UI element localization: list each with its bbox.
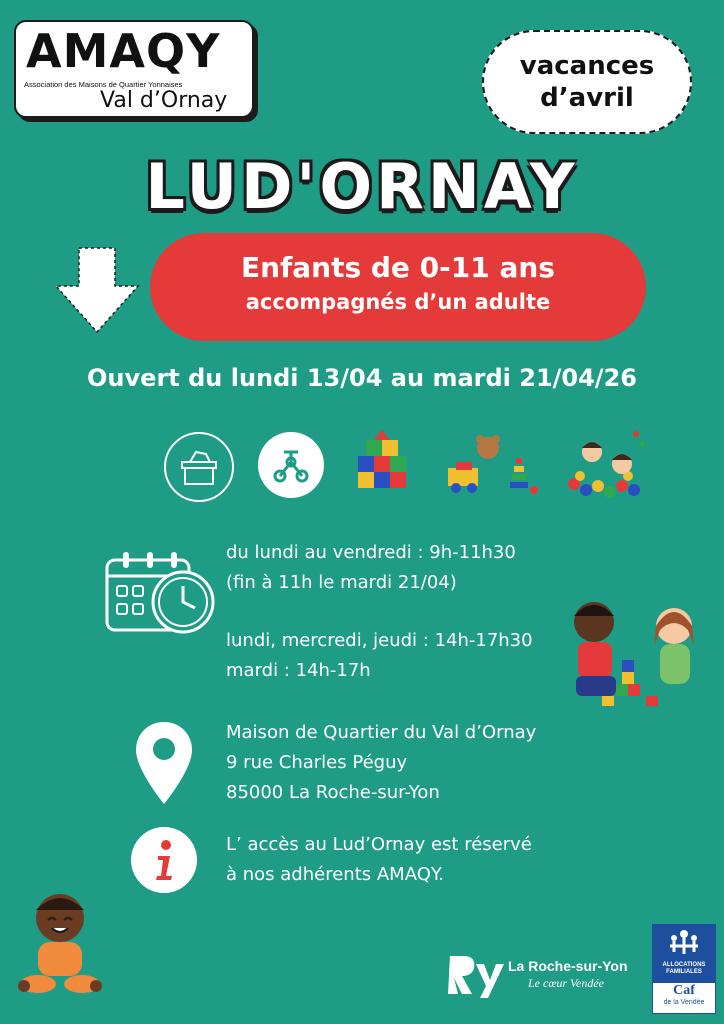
table-icon [164,432,234,502]
building-blocks-icon [352,426,418,498]
city-tagline: Le cœur Vendée [528,976,604,990]
caf-line2: FAMILIALES [666,969,702,975]
page-title: LUD'ORNAY [145,150,579,223]
schedule-tuesday: mardi : 14h-17h [226,660,371,681]
caf-figures-icon [666,928,702,958]
info-icon [130,826,198,894]
audience-line2: accompagnés d’un adulte [245,290,551,314]
caf-logo-top [653,925,715,983]
kids-playing-illustration [562,596,712,712]
calendar-clock-icon [103,548,219,638]
address-line2: 9 rue Charles Péguy [226,752,408,773]
opening-dates: Ouvert du lundi 13/04 au mardi 21/04/26 [87,364,637,392]
location-pin-icon [134,720,194,806]
city-name: La Roche-sur-Yon [508,958,628,974]
la-roche-sur-yon-logo-icon [446,950,506,1000]
ball-pit-icon [564,424,650,502]
season-line1: vacances [519,51,655,81]
address-line3: 85000 La Roche-sur-Yon [226,782,440,803]
caf-logo [652,924,716,1014]
access-line2: à nos adhérents AMAQY. [226,864,444,885]
schedule-note: (fin à 11h le mardi 21/04) [226,572,457,593]
schedule-weekday: du lundi au vendredi : 9h-11h30 [226,542,516,563]
season-line2: d’avril [540,83,634,113]
logo-place: Val d’Ornay [100,88,228,113]
address-block [226,718,536,808]
baby-illustration [14,890,106,1002]
audience-line1: Enfants de 0-11 ans [241,251,555,284]
caf-name: Caf [673,983,695,998]
season-badge [482,30,692,134]
caf-line1: ALLOCATIONS [662,962,706,968]
access-line1: L’ accès au Lud’Ornay est réservé [226,834,532,855]
audience-banner [150,233,646,341]
schedule-afternoon: lundi, mercredi, jeudi : 14h-17h30 [226,630,533,651]
arrow-down-icon [54,246,140,334]
address-line1: Maison de Quartier du Val d’Ornay [226,722,537,743]
logo-subtitle: Association des Maisons de Quartier Yonnaises [24,80,183,89]
amaqy-logo [14,20,254,118]
caf-region: de la Vendée [663,999,705,1006]
tricycle-icon [258,432,324,498]
toys-icon [446,430,542,498]
schedule-block [226,538,533,686]
logo-title: AMAQY [26,24,221,78]
access-block [226,830,532,890]
